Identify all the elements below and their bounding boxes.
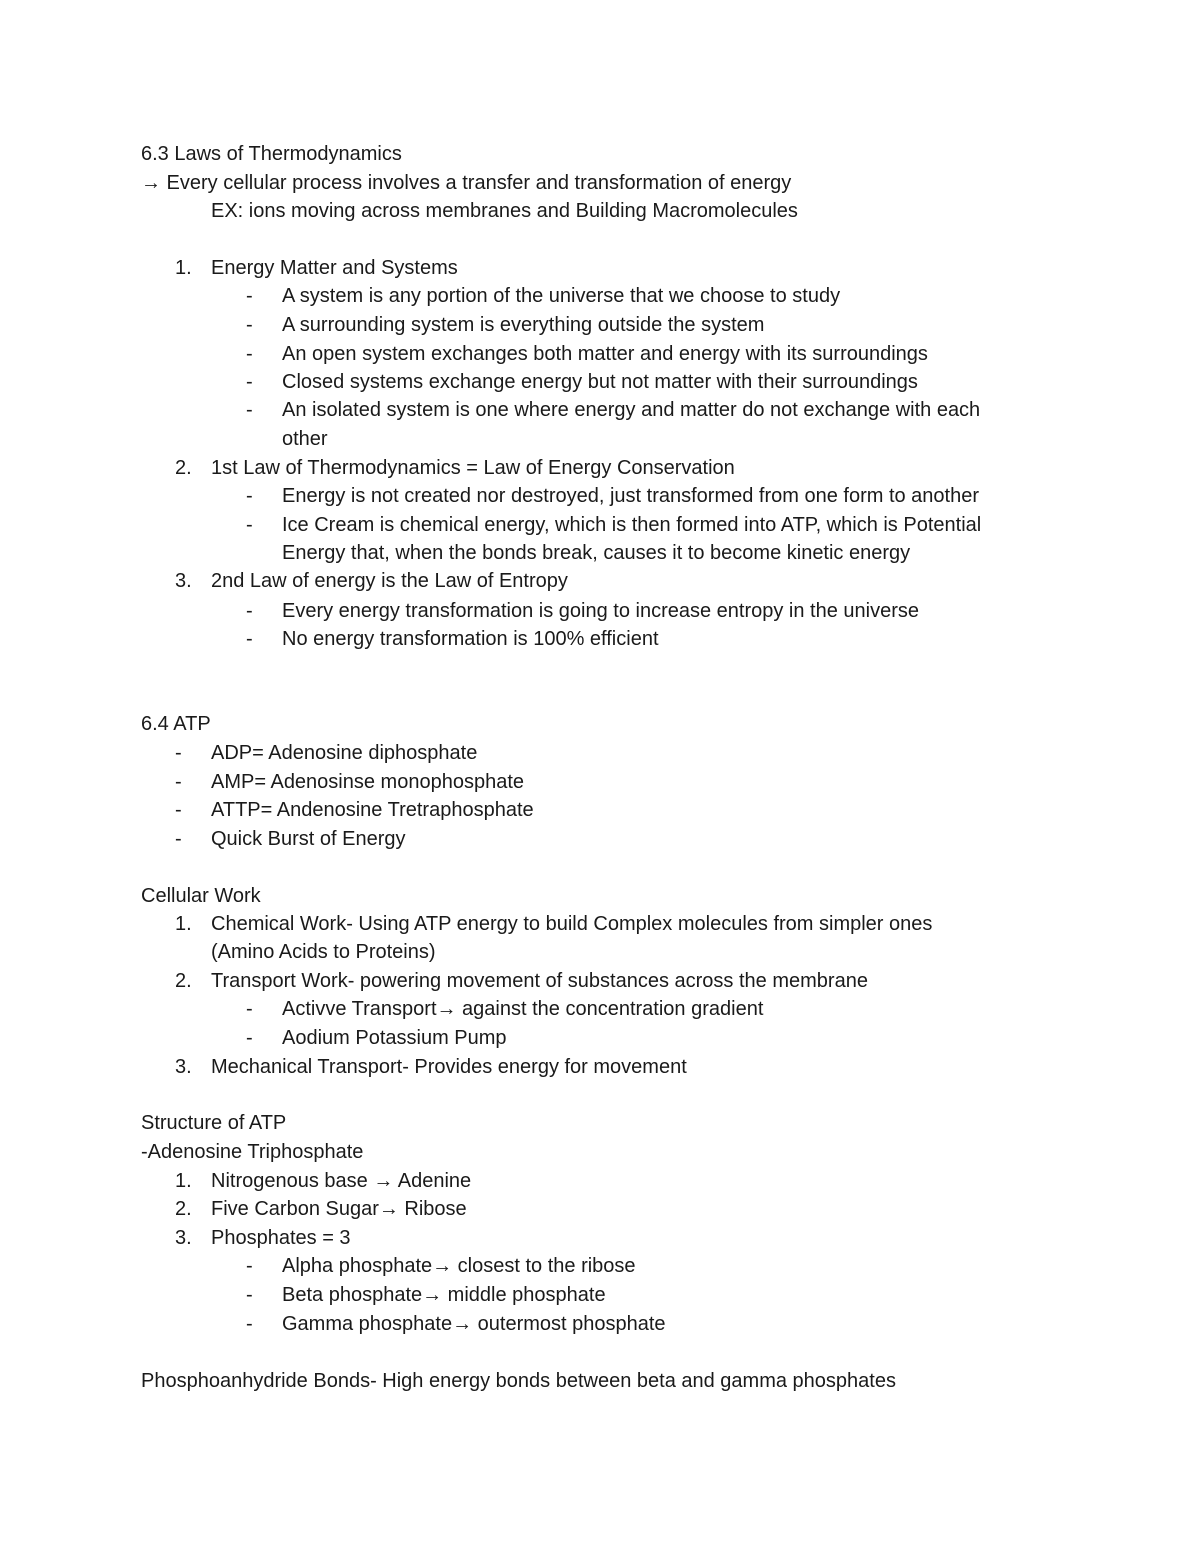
list-number: 2. xyxy=(175,970,192,992)
bullet-text: Quick Burst of Energy xyxy=(211,828,406,850)
list-number: 1. xyxy=(175,913,192,935)
bullet-dash: - xyxy=(175,799,182,821)
list-item: Nitrogenous base → Adenine xyxy=(211,1170,472,1192)
bullet-dash: - xyxy=(246,314,253,336)
bullet-dash: - xyxy=(246,285,253,307)
phosphoanhydride-note: Phosphoanhydride Bonds- High energy bonds between beta and gamma phosphates xyxy=(141,1370,896,1392)
bullet-dash: - xyxy=(246,998,253,1020)
list-item: Phosphates = 3 xyxy=(211,1227,351,1249)
section-title-cellular-work: Cellular Work xyxy=(141,885,261,907)
bullet-text: No energy transformation is 100% efficient xyxy=(282,628,659,650)
bullet-text: Beta phosphate→ middle phosphate xyxy=(282,1284,606,1306)
list-item: 2nd Law of energy is the Law of Entropy xyxy=(211,570,568,592)
bullet-text: A surrounding system is everything outside the system xyxy=(282,314,765,336)
bullet-dash: - xyxy=(246,371,253,393)
list-item: Five Carbon Sugar→ Ribose xyxy=(211,1198,467,1220)
list-item: Mechanical Transport- Provides energy for movement xyxy=(211,1056,687,1078)
bullet-dash: - xyxy=(175,742,182,764)
section-title-6-3: 6.3 Laws of Thermodynamics xyxy=(141,143,402,165)
bullet-dash: - xyxy=(246,1027,253,1049)
list-item: 1st Law of Thermodynamics = Law of Energy Conservation xyxy=(211,457,735,479)
example-line: EX: ions moving across membranes and Building Macromolecules xyxy=(211,200,798,222)
bullet-dash: - xyxy=(246,485,253,507)
list-number: 2. xyxy=(175,1198,192,1220)
bullet-text: ATTP= Andenosine Tretraphosphate xyxy=(211,799,534,821)
list-number: 3. xyxy=(175,1227,192,1249)
bullet-text: Alpha phosphate→ closest to the ribose xyxy=(282,1255,636,1277)
bullet-dash: - xyxy=(246,343,253,365)
bullet-dash: - xyxy=(246,600,253,622)
bullet-dash: - xyxy=(246,1284,253,1306)
bullet-dash: - xyxy=(246,1313,253,1335)
list-number: 1. xyxy=(175,257,192,279)
list-number: 2. xyxy=(175,457,192,479)
bullet-dash: - xyxy=(175,771,182,793)
bullet-text: Ice Cream is chemical energy, which is then formed into ATP, which is Potential xyxy=(282,514,982,536)
list-item: Chemical Work- Using ATP energy to build Complex molecules from simpler ones xyxy=(211,913,933,935)
bullet-text: Every energy transformation is going to increase entropy in the universe xyxy=(282,600,920,622)
section-title-structure-atp: Structure of ATP xyxy=(141,1112,287,1134)
bullet-dash: - xyxy=(246,1255,253,1277)
bullet-dash: - xyxy=(246,628,253,650)
bullet-text-continued: other xyxy=(282,428,328,450)
list-number: 3. xyxy=(175,1056,192,1078)
list-item-continued: (Amino Acids to Proteins) xyxy=(211,941,436,963)
list-item: Transport Work- powering movement of substances across the membrane xyxy=(211,970,868,992)
list-number: 1. xyxy=(175,1170,192,1192)
bullet-dash: - xyxy=(246,514,253,536)
bullet-text: Closed systems exchange energy but not matter with their surroundings xyxy=(282,371,918,393)
bullet-dash: - xyxy=(246,399,253,421)
bullet-text-continued: Energy that, when the bonds break, causes it to become kinetic energy xyxy=(282,542,911,564)
bullet-text: AMP= Adenosinse monophosphate xyxy=(211,771,524,793)
bullet-text: Aodium Potassium Pump xyxy=(282,1027,507,1049)
bullet-text: ADP= Adenosine diphosphate xyxy=(211,742,478,764)
section-title-6-4: 6.4 ATP xyxy=(141,713,211,735)
bullet-text: An isolated system is one where energy and matter do not exchange with each xyxy=(282,399,981,421)
bullet-text: Gamma phosphate→ outermost phosphate xyxy=(282,1313,666,1335)
list-item: Energy Matter and Systems xyxy=(211,257,458,279)
bullet-text: Activve Transport→ against the concentration gradient xyxy=(282,998,764,1020)
bullet-text: A system is any portion of the universe that we choose to study xyxy=(282,285,841,307)
bullet-text: Energy is not created nor destroyed, just transformed from one form to another xyxy=(282,485,980,507)
intro-line: → Every cellular process involves a transfer and transformation of energy xyxy=(141,172,792,194)
list-number: 3. xyxy=(175,570,192,592)
bullet-dash: - xyxy=(175,828,182,850)
section-subtitle: -Adenosine Triphosphate xyxy=(141,1141,364,1163)
bullet-text: An open system exchanges both matter and energy with its surroundings xyxy=(282,343,928,365)
